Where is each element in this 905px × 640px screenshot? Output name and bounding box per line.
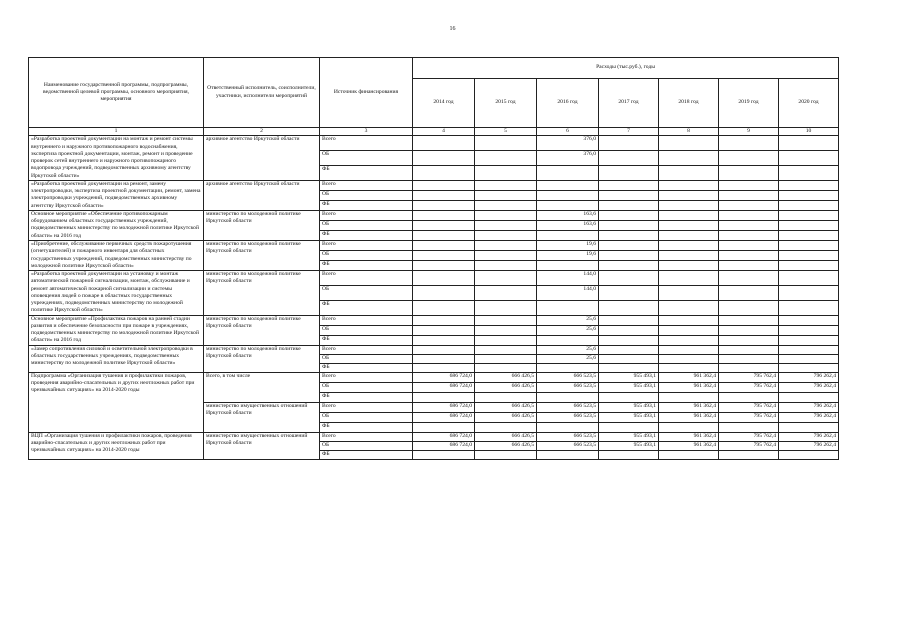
header-year: 2018 год (659, 79, 719, 128)
amount-cell (719, 210, 779, 220)
amount-cell (779, 450, 839, 459)
amount-cell: 955 493,1 (599, 432, 659, 441)
amount-cell (779, 325, 839, 335)
header-expenses: Расходы (тыс.руб.), годы (413, 58, 839, 79)
amount-cell (779, 151, 839, 166)
amount-cell (779, 345, 839, 354)
amount-cell: 796 262,4 (779, 372, 839, 382)
amount-cell: 666 523,5 (537, 402, 599, 412)
measure-name: Основное мероприятие «Профилактика пожаров на ранней стадии развития и обеспечение безопасности при пожаре в учреждениях, подведомственных министерству по молодежной политике Иркутской области» на 2016 год (29, 315, 204, 345)
amount-cell: 686 724,0 (413, 402, 475, 412)
amount-cell (779, 261, 839, 271)
amount-cell (475, 345, 537, 354)
amount-cell (779, 422, 839, 432)
table-row (29, 372, 839, 382)
amount-cell (537, 165, 599, 180)
amount-cell (475, 230, 537, 240)
executor: министерство по молодежной политике Иркутской области (204, 210, 320, 240)
column-index: 9 (719, 128, 779, 136)
funding-source: ОБ (320, 190, 413, 200)
amount-cell: 796 262,4 (779, 412, 839, 422)
amount-cell: 961 362,4 (659, 372, 719, 382)
amount-cell (475, 392, 537, 402)
amount-cell: 955 493,1 (599, 402, 659, 412)
executor: министерство по молодежной политике Иркутской области (204, 345, 320, 372)
amount-cell (659, 190, 719, 200)
amount-cell (537, 180, 599, 190)
amount-cell (719, 354, 779, 363)
amount-cell (537, 450, 599, 459)
amount-cell (599, 315, 659, 325)
amount-cell (599, 200, 659, 210)
amount-cell (537, 261, 599, 271)
funding-source: Всего (320, 180, 413, 190)
amount-cell (779, 210, 839, 220)
amount-cell (719, 335, 779, 345)
amount-cell (719, 422, 779, 432)
column-index: 3 (320, 128, 413, 136)
amount-cell (719, 285, 779, 300)
amount-cell (779, 300, 839, 315)
amount-cell: 666 523,5 (537, 432, 599, 441)
amount-cell: 795 762,4 (719, 441, 779, 450)
amount-cell (413, 300, 475, 315)
executor: архивное агентство Иркутской области (204, 136, 320, 181)
amount-cell (719, 165, 779, 180)
amount-cell (475, 151, 537, 166)
amount-cell (719, 251, 779, 261)
amount-cell (779, 190, 839, 200)
amount-cell (475, 136, 537, 151)
amount-cell: 955 493,1 (599, 412, 659, 422)
amount-cell (413, 335, 475, 345)
amount-cell (599, 230, 659, 240)
funding-source: ОБ (320, 251, 413, 261)
amount-cell: 144,0 (537, 271, 599, 286)
amount-cell (413, 220, 475, 230)
column-index: 1 (29, 128, 204, 136)
amount-cell (719, 190, 779, 200)
amount-cell (413, 450, 475, 459)
amount-cell (599, 251, 659, 261)
column-index: 10 (779, 128, 839, 136)
amount-cell: 666 523,5 (537, 412, 599, 422)
amount-cell (413, 354, 475, 363)
header-year: 2020 год (779, 79, 839, 128)
amount-cell: 25,6 (537, 325, 599, 335)
executor: министерство имущественных отношений Иркутской области (204, 402, 320, 432)
amount-cell (475, 325, 537, 335)
amount-cell (599, 422, 659, 432)
amount-cell (413, 200, 475, 210)
amount-cell (413, 180, 475, 190)
funding-source: ФБ (320, 450, 413, 459)
amount-cell (659, 240, 719, 250)
funding-source: ФБ (320, 392, 413, 402)
amount-cell: 795 762,4 (719, 382, 779, 392)
funding-source: ОБ (320, 382, 413, 392)
amount-cell: 666 426,5 (475, 441, 537, 450)
amount-cell: 25,6 (537, 354, 599, 363)
amount-cell: 955 493,1 (599, 382, 659, 392)
funding-source: ОБ (320, 325, 413, 335)
measure-name: ВЦП «Организация тушения и профилактики пожаров, проведения аварийно-спасательных и других неотложных работ при чрезвычайных ситуациях» на 2014-2020 годы (29, 432, 204, 459)
amount-cell (475, 180, 537, 190)
amount-cell (413, 251, 475, 261)
amount-cell: 163,6 (537, 220, 599, 230)
amount-cell (475, 285, 537, 300)
amount-cell (599, 261, 659, 271)
amount-cell (475, 200, 537, 210)
amount-cell (719, 200, 779, 210)
amount-cell (413, 422, 475, 432)
table-row (29, 315, 839, 325)
amount-cell (413, 136, 475, 151)
amount-cell (475, 335, 537, 345)
executor: министерство по молодежной политике Иркутской области (204, 315, 320, 345)
amount-cell (779, 230, 839, 240)
amount-cell (779, 285, 839, 300)
funding-source: Всего (320, 372, 413, 382)
amount-cell (659, 315, 719, 325)
amount-cell: 686 724,0 (413, 432, 475, 441)
amount-cell: 961 362,4 (659, 432, 719, 441)
amount-cell (413, 271, 475, 286)
amount-cell (475, 450, 537, 459)
amount-cell (659, 345, 719, 354)
amount-cell (599, 151, 659, 166)
measure-name: «Приобретение, обслуживание первичных средств пожаротушения (огнетушителей) и пожарного инвентаря для областных государственных учреждений, подведомственных министерству по молодежной политике Иркутской области» (29, 240, 204, 270)
amount-cell (719, 151, 779, 166)
amount-cell (537, 230, 599, 240)
amount-cell: 666 426,5 (475, 382, 537, 392)
amount-cell (779, 251, 839, 261)
amount-cell (659, 363, 719, 372)
amount-cell (537, 200, 599, 210)
amount-cell (413, 165, 475, 180)
header-year: 2016 год (537, 79, 599, 128)
executor: министерство имущественных отношений Иркутской области (204, 432, 320, 459)
funding-source: Всего (320, 240, 413, 250)
column-index: 5 (475, 128, 537, 136)
amount-cell (537, 363, 599, 372)
amount-cell: 796 262,4 (779, 382, 839, 392)
table-row (29, 432, 839, 441)
amount-cell (659, 392, 719, 402)
amount-cell (719, 230, 779, 240)
funding-source: ФБ (320, 200, 413, 210)
amount-cell (779, 354, 839, 363)
amount-cell (599, 363, 659, 372)
amount-cell: 666 523,5 (537, 372, 599, 382)
amount-cell (413, 363, 475, 372)
funding-source: ФБ (320, 165, 413, 180)
amount-cell (719, 315, 779, 325)
funding-source: Всего (320, 345, 413, 354)
amount-cell (719, 261, 779, 271)
measure-name: «Разработка проектной документации на монтаж и ремонт системы внутреннего и наружного противопожарного водоснабжения, экспертиза проектной документации, монтаж, ремонт и проведение проверок сетей внутреннего и наружного противопожарного водопровода учреждений, подведомственных архивному агентству Иркутской области» (29, 136, 204, 181)
table-row (29, 210, 839, 220)
column-index: 4 (413, 128, 475, 136)
amount-cell (659, 200, 719, 210)
funding-source: ФБ (320, 422, 413, 432)
amount-cell (599, 240, 659, 250)
amount-cell (659, 230, 719, 240)
amount-cell (659, 335, 719, 345)
amount-cell: 796 262,4 (779, 402, 839, 412)
amount-cell (475, 261, 537, 271)
amount-cell (719, 345, 779, 354)
amount-cell (413, 190, 475, 200)
amount-cell (413, 285, 475, 300)
amount-cell: 796 262,4 (779, 432, 839, 441)
amount-cell: 25,6 (537, 345, 599, 354)
amount-cell (659, 271, 719, 286)
amount-cell: 961 362,4 (659, 402, 719, 412)
amount-cell: 955 493,1 (599, 441, 659, 450)
amount-cell: 795 762,4 (719, 372, 779, 382)
header-year: 2019 год (719, 79, 779, 128)
table-row (29, 271, 839, 286)
amount-cell (779, 363, 839, 372)
amount-cell: 796 262,4 (779, 441, 839, 450)
amount-cell (659, 151, 719, 166)
amount-cell (413, 345, 475, 354)
amount-cell (719, 300, 779, 315)
amount-cell (475, 210, 537, 220)
funding-source: Всего (320, 210, 413, 220)
amount-cell (659, 422, 719, 432)
amount-cell (719, 450, 779, 459)
amount-cell (537, 190, 599, 200)
program-name: Подпрограмма «Организация тушения и профилактики пожаров, проведения аварийно-спасательных и других неотложных работ при чрезвычайных ситуациях» на 2014-2020 годы (29, 372, 204, 432)
amount-cell (659, 220, 719, 230)
amount-cell (659, 325, 719, 335)
amount-cell: 795 762,4 (719, 402, 779, 412)
amount-cell (475, 354, 537, 363)
executor: архивное агентство Иркутской области (204, 180, 320, 210)
executor: Всего, в том числе (204, 372, 320, 402)
amount-cell (413, 210, 475, 220)
table-row (29, 136, 839, 151)
executor: министерство по молодежной политике Иркутской области (204, 240, 320, 270)
header-name: Наименование государственной программы, подпрограммы, ведомственной целевой программы, основного мероприятия, мероприятия (29, 58, 204, 128)
amount-cell: 686 724,0 (413, 412, 475, 422)
header-source: Источник финансирования (320, 58, 413, 128)
amount-cell (659, 354, 719, 363)
amount-cell (475, 300, 537, 315)
amount-cell (599, 345, 659, 354)
amount-cell: 144,0 (537, 285, 599, 300)
amount-cell (779, 315, 839, 325)
page-number: 16 (449, 26, 456, 32)
amount-cell (719, 392, 779, 402)
amount-cell: 795 762,4 (719, 432, 779, 441)
table-row (29, 345, 839, 354)
amount-cell (537, 300, 599, 315)
amount-cell (599, 271, 659, 286)
amount-cell (413, 230, 475, 240)
header-year: 2014 год (413, 79, 475, 128)
amount-cell (719, 363, 779, 372)
amount-cell (779, 136, 839, 151)
amount-cell (475, 422, 537, 432)
amount-cell: 25,6 (537, 315, 599, 325)
amount-cell: 19,6 (537, 251, 599, 261)
amount-cell: 376,0 (537, 136, 599, 151)
amount-cell (659, 136, 719, 151)
amount-cell (659, 261, 719, 271)
column-index: 6 (537, 128, 599, 136)
measure-name: «Замер сопротивления силовой и осветительной электропроводки в областных государственных учреждениях, подведомственных министерству по молодежной политике Иркутской области» (29, 345, 204, 372)
header-year: 2017 год (599, 79, 659, 128)
amount-cell (779, 240, 839, 250)
amount-cell (475, 165, 537, 180)
funding-source: Всего (320, 402, 413, 412)
executor: министерство по молодежной политике Иркутской области (204, 271, 320, 316)
measure-name: «Разработка проектной документации на ремонт, замену электропроводки, экспертиза проектной документации, ремонт, замена электропроводки учреждений, подведомственных архивному агентству Иркутской области» (29, 180, 204, 210)
table-row (29, 240, 839, 250)
funding-source: Всего (320, 136, 413, 151)
funding-source: ОБ (320, 441, 413, 450)
amount-cell: 19,6 (537, 240, 599, 250)
amount-cell: 666 426,5 (475, 402, 537, 412)
amount-cell: 666 426,5 (475, 412, 537, 422)
measure-name: «Разработка проектной документации на установку и монтаж автоматической пожарной сигнализации, монтаж, обслуживание и ремонт автоматической пожарной сигнализации и системы оповещения людей о пожаре в областных государственных учреждениях, подведомственных министерству по молодежной политике Иркутской области» (29, 271, 204, 316)
amount-cell (659, 300, 719, 315)
amount-cell (475, 271, 537, 286)
funding-source: Всего (320, 432, 413, 441)
funding-source: ОБ (320, 412, 413, 422)
amount-cell (413, 325, 475, 335)
amount-cell (599, 220, 659, 230)
amount-cell (719, 136, 779, 151)
amount-cell (599, 450, 659, 459)
amount-cell (779, 200, 839, 210)
amount-cell (537, 392, 599, 402)
amount-cell (779, 180, 839, 190)
amount-cell (475, 251, 537, 261)
amount-cell (779, 271, 839, 286)
column-index: 7 (599, 128, 659, 136)
funding-source: ФБ (320, 261, 413, 271)
amount-cell: 686 724,0 (413, 382, 475, 392)
amount-cell: 961 362,4 (659, 382, 719, 392)
amount-cell (659, 251, 719, 261)
amount-cell (413, 240, 475, 250)
amount-cell (599, 325, 659, 335)
amount-cell (719, 271, 779, 286)
amount-cell (719, 240, 779, 250)
amount-cell: 666 523,5 (537, 441, 599, 450)
amount-cell (475, 220, 537, 230)
funding-source: ОБ (320, 285, 413, 300)
amount-cell: 795 762,4 (719, 412, 779, 422)
expenses-table (28, 57, 839, 460)
table-row (29, 180, 839, 190)
amount-cell: 955 493,1 (599, 372, 659, 382)
measure-name: Основное мероприятие «Обеспечение противопожарным оборудованием областных государственных учреждений, подведомственных министерству по молодежной политике Иркутской области» на 2016 год (29, 210, 204, 240)
amount-cell: 376,0 (537, 151, 599, 166)
amount-cell: 961 362,4 (659, 412, 719, 422)
amount-cell: 666 426,5 (475, 432, 537, 441)
amount-cell: 666 426,5 (475, 372, 537, 382)
amount-cell (475, 363, 537, 372)
amount-cell (659, 180, 719, 190)
funding-source: ФБ (320, 230, 413, 240)
amount-cell (779, 335, 839, 345)
amount-cell (475, 240, 537, 250)
amount-cell (779, 220, 839, 230)
amount-cell (779, 392, 839, 402)
amount-cell (599, 354, 659, 363)
column-index: 2 (204, 128, 320, 136)
column-index: 8 (659, 128, 719, 136)
amount-cell (599, 392, 659, 402)
funding-source: ОБ (320, 354, 413, 363)
amount-cell: 961 362,4 (659, 441, 719, 450)
amount-cell (537, 335, 599, 345)
header-year: 2015 год (475, 79, 537, 128)
amount-cell (719, 180, 779, 190)
funding-source: ОБ (320, 220, 413, 230)
amount-cell (599, 190, 659, 200)
amount-cell (779, 165, 839, 180)
amount-cell: 666 523,5 (537, 382, 599, 392)
amount-cell (659, 285, 719, 300)
amount-cell (599, 180, 659, 190)
amount-cell: 163,6 (537, 210, 599, 220)
funding-source: ОБ (320, 151, 413, 166)
amount-cell (599, 285, 659, 300)
funding-source: ФБ (320, 335, 413, 345)
amount-cell (413, 392, 475, 402)
amount-cell (599, 210, 659, 220)
amount-cell (413, 261, 475, 271)
funding-source: Всего (320, 315, 413, 325)
amount-cell (659, 165, 719, 180)
amount-cell (537, 422, 599, 432)
amount-cell (659, 450, 719, 459)
header-executor: Ответственный исполнитель, соисполнители, участники, исполнители мероприятий (204, 58, 320, 128)
amount-cell (719, 325, 779, 335)
amount-cell (413, 315, 475, 325)
amount-cell (659, 210, 719, 220)
amount-cell (599, 300, 659, 315)
amount-cell: 686 724,0 (413, 372, 475, 382)
amount-cell (599, 165, 659, 180)
amount-cell (475, 190, 537, 200)
amount-cell (599, 136, 659, 151)
funding-source: ФБ (320, 363, 413, 372)
amount-cell: 686 724,0 (413, 441, 475, 450)
amount-cell (475, 315, 537, 325)
funding-source: Всего (320, 271, 413, 286)
amount-cell (599, 335, 659, 345)
funding-source: ФБ (320, 300, 413, 315)
amount-cell (413, 151, 475, 166)
amount-cell (719, 220, 779, 230)
